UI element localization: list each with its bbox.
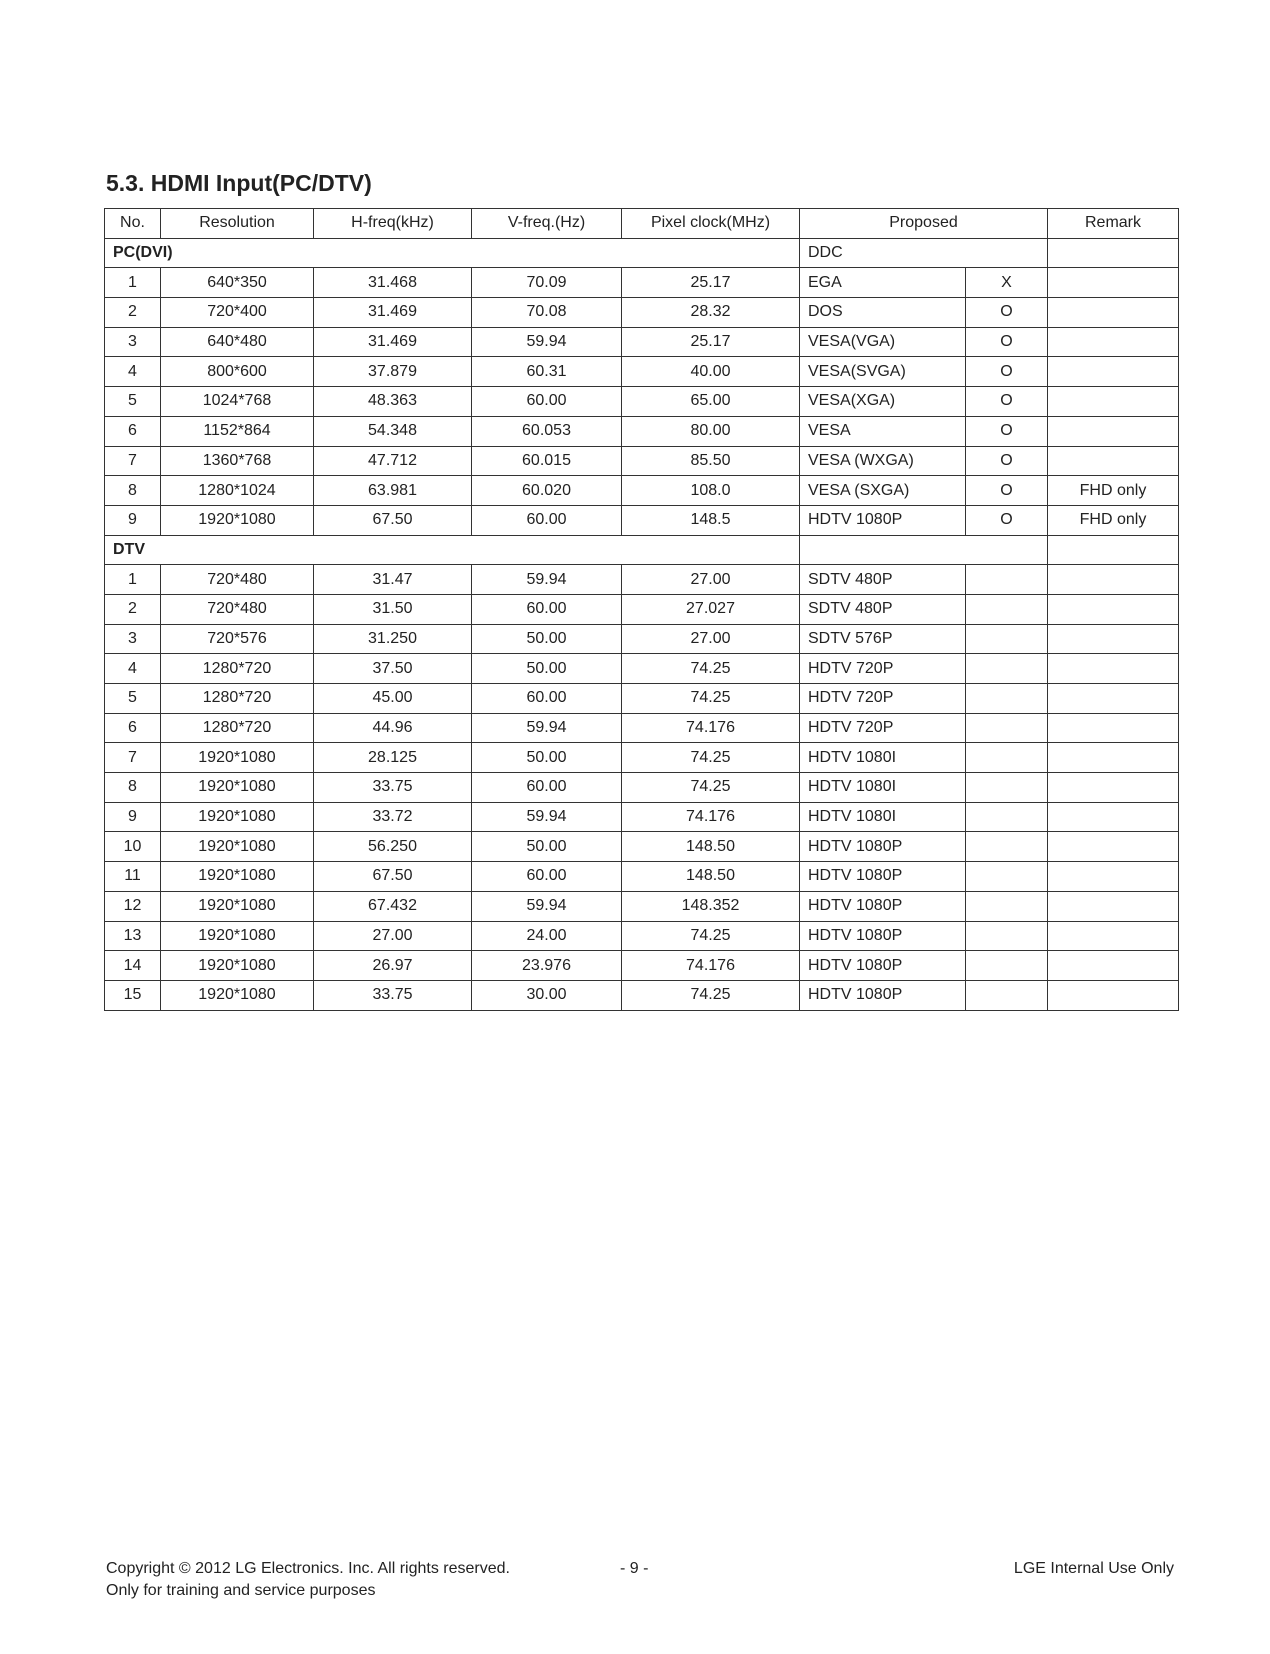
table-row [105,624,1179,654]
cell-hfreq: 63.981 [314,476,472,506]
cell-no: 2 [105,298,161,328]
cell-hfreq: 33.72 [314,802,472,832]
table-row [105,743,1179,773]
cell-standard: HDTV 1080P [800,980,966,1010]
cell-remark [1048,773,1179,803]
footer-purpose: Only for training and service purposes [106,1582,376,1599]
cell-resolution: 1152*864 [161,416,314,446]
cell-hfreq: 67.50 [314,505,472,535]
section-remark [1048,238,1179,268]
cell-standard: HDTV 1080P [800,951,966,981]
cell-vfreq: 24.00 [472,921,622,951]
table-row [105,980,1179,1010]
cell-hfreq: 44.96 [314,713,472,743]
cell-ddc [966,684,1048,714]
cell-remark [1048,980,1179,1010]
cell-hfreq: 31.250 [314,624,472,654]
cell-pixel-clock: 25.17 [622,268,800,298]
cell-resolution: 1920*1080 [161,773,314,803]
cell-hfreq: 33.75 [314,980,472,1010]
table-row [105,357,1179,387]
header-pixel-clock: Pixel clock(MHz) [622,209,800,239]
cell-vfreq: 70.09 [472,268,622,298]
cell-hfreq: 31.47 [314,565,472,595]
cell-no: 7 [105,446,161,476]
cell-remark: FHD only [1048,476,1179,506]
table-row [105,476,1179,506]
cell-standard: VESA(XGA) [800,387,966,417]
cell-remark [1048,654,1179,684]
cell-ddc: O [966,416,1048,446]
cell-no: 1 [105,268,161,298]
cell-remark [1048,743,1179,773]
cell-vfreq: 60.00 [472,594,622,624]
cell-standard: HDTV 1080P [800,505,966,535]
cell-no: 2 [105,594,161,624]
cell-resolution: 1280*1024 [161,476,314,506]
cell-resolution: 1920*1080 [161,505,314,535]
cell-resolution: 800*600 [161,357,314,387]
cell-hfreq: 54.348 [314,416,472,446]
cell-remark [1048,862,1179,892]
cell-pixel-clock: 74.176 [622,951,800,981]
cell-no: 9 [105,505,161,535]
cell-resolution: 1920*1080 [161,862,314,892]
cell-standard: VESA [800,416,966,446]
cell-pixel-clock: 85.50 [622,446,800,476]
cell-hfreq: 28.125 [314,743,472,773]
cell-vfreq: 50.00 [472,832,622,862]
cell-pixel-clock: 148.5 [622,505,800,535]
cell-vfreq: 59.94 [472,802,622,832]
header-remark: Remark [1048,209,1179,239]
section-label: PC(DVI) [105,238,800,268]
cell-hfreq: 31.469 [314,298,472,328]
cell-resolution: 1280*720 [161,713,314,743]
cell-remark [1048,565,1179,595]
table-row [105,773,1179,803]
cell-vfreq: 50.00 [472,743,622,773]
cell-resolution: 1920*1080 [161,951,314,981]
cell-no: 14 [105,951,161,981]
cell-ddc [966,891,1048,921]
cell-ddc [966,832,1048,862]
cell-standard: HDTV 720P [800,654,966,684]
cell-no: 8 [105,476,161,506]
cell-pixel-clock: 74.25 [622,773,800,803]
header-no: No. [105,209,161,239]
cell-standard: HDTV 1080I [800,802,966,832]
cell-pixel-clock: 148.352 [622,891,800,921]
cell-resolution: 1920*1080 [161,891,314,921]
page-number: - 9 - [620,1560,649,1577]
cell-resolution: 1360*768 [161,446,314,476]
cell-ddc [966,594,1048,624]
cell-ddc [966,743,1048,773]
cell-remark [1048,327,1179,357]
cell-standard: HDTV 720P [800,684,966,714]
table-row [105,565,1179,595]
table-row [105,951,1179,981]
cell-vfreq: 59.94 [472,327,622,357]
cell-no: 8 [105,773,161,803]
cell-ddc [966,921,1048,951]
cell-vfreq: 50.00 [472,624,622,654]
cell-resolution: 720*400 [161,298,314,328]
cell-pixel-clock: 27.027 [622,594,800,624]
cell-ddc [966,862,1048,892]
cell-remark [1048,268,1179,298]
table-row [105,802,1179,832]
cell-pixel-clock: 74.25 [622,980,800,1010]
cell-vfreq: 60.00 [472,387,622,417]
cell-no: 7 [105,743,161,773]
cell-standard: EGA [800,268,966,298]
cell-resolution: 720*576 [161,624,314,654]
cell-vfreq: 50.00 [472,654,622,684]
cell-hfreq: 47.712 [314,446,472,476]
cell-vfreq: 23.976 [472,951,622,981]
cell-hfreq: 48.363 [314,387,472,417]
cell-ddc [966,624,1048,654]
section-row [105,238,1179,268]
table-row [105,446,1179,476]
table-row [105,298,1179,328]
cell-no: 13 [105,921,161,951]
cell-hfreq: 31.468 [314,268,472,298]
cell-vfreq: 59.94 [472,713,622,743]
table-row [105,891,1179,921]
cell-vfreq: 60.020 [472,476,622,506]
cell-ddc: O [966,298,1048,328]
cell-remark [1048,387,1179,417]
cell-vfreq: 60.31 [472,357,622,387]
cell-pixel-clock: 148.50 [622,832,800,862]
cell-remark [1048,298,1179,328]
cell-standard: VESA (SXGA) [800,476,966,506]
cell-pixel-clock: 40.00 [622,357,800,387]
cell-no: 12 [105,891,161,921]
cell-standard: HDTV 1080P [800,832,966,862]
cell-remark [1048,921,1179,951]
cell-remark [1048,684,1179,714]
header-hfreq: H-freq(kHz) [314,209,472,239]
cell-standard: HDTV 1080P [800,862,966,892]
cell-ddc [966,802,1048,832]
header-proposed: Proposed [800,209,1048,239]
cell-standard: SDTV 480P [800,565,966,595]
cell-no: 4 [105,357,161,387]
cell-vfreq: 30.00 [472,980,622,1010]
cell-vfreq: 59.94 [472,565,622,595]
cell-pixel-clock: 148.50 [622,862,800,892]
cell-remark [1048,713,1179,743]
table-row [105,268,1179,298]
cell-hfreq: 33.75 [314,773,472,803]
cell-standard: VESA(VGA) [800,327,966,357]
cell-remark [1048,951,1179,981]
cell-resolution: 1024*768 [161,387,314,417]
cell-standard: HDTV 1080P [800,891,966,921]
header-row [105,209,1179,239]
cell-hfreq: 27.00 [314,921,472,951]
cell-pixel-clock: 108.0 [622,476,800,506]
cell-standard: HDTV 1080P [800,921,966,951]
cell-resolution: 1920*1080 [161,743,314,773]
cell-standard: VESA (WXGA) [800,446,966,476]
table-row [105,387,1179,417]
cell-remark [1048,802,1179,832]
cell-pixel-clock: 74.176 [622,713,800,743]
cell-vfreq: 70.08 [472,298,622,328]
cell-no: 15 [105,980,161,1010]
header-vfreq: V-freq.(Hz) [472,209,622,239]
cell-standard: SDTV 576P [800,624,966,654]
cell-no: 10 [105,832,161,862]
cell-pixel-clock: 27.00 [622,565,800,595]
table-row [105,654,1179,684]
section-remark [1048,535,1179,565]
cell-pixel-clock: 74.25 [622,684,800,714]
cell-remark [1048,416,1179,446]
cell-hfreq: 31.50 [314,594,472,624]
cell-no: 9 [105,802,161,832]
cell-hfreq: 37.879 [314,357,472,387]
cell-remark [1048,832,1179,862]
cell-vfreq: 60.00 [472,684,622,714]
cell-no: 3 [105,624,161,654]
cell-standard: HDTV 1080I [800,743,966,773]
section-row [105,535,1179,565]
cell-resolution: 1920*1080 [161,921,314,951]
table-row [105,921,1179,951]
cell-remark: FHD only [1048,505,1179,535]
section-title: 5.3. HDMI Input(PC/DTV) [106,170,372,196]
cell-ddc: O [966,387,1048,417]
cell-pixel-clock: 74.176 [622,802,800,832]
table-row [105,594,1179,624]
section-proposed-label [800,535,1048,565]
table-row [105,416,1179,446]
cell-resolution: 1280*720 [161,684,314,714]
cell-vfreq: 59.94 [472,891,622,921]
cell-pixel-clock: 28.32 [622,298,800,328]
hdmi-timing-table [104,208,1179,1011]
cell-ddc [966,773,1048,803]
cell-ddc [966,654,1048,684]
cell-pixel-clock: 65.00 [622,387,800,417]
section-label: DTV [105,535,800,565]
table-row [105,505,1179,535]
cell-hfreq: 56.250 [314,832,472,862]
cell-ddc [966,565,1048,595]
cell-vfreq: 60.053 [472,416,622,446]
cell-hfreq: 67.50 [314,862,472,892]
table-row [105,713,1179,743]
table-row [105,832,1179,862]
cell-resolution: 640*350 [161,268,314,298]
cell-remark [1048,357,1179,387]
cell-hfreq: 31.469 [314,327,472,357]
cell-vfreq: 60.00 [472,773,622,803]
cell-remark [1048,446,1179,476]
cell-pixel-clock: 25.17 [622,327,800,357]
cell-standard: HDTV 720P [800,713,966,743]
cell-resolution: 1280*720 [161,654,314,684]
cell-hfreq: 45.00 [314,684,472,714]
cell-no: 6 [105,713,161,743]
cell-pixel-clock: 74.25 [622,654,800,684]
cell-resolution: 720*480 [161,594,314,624]
header-resolution: Resolution [161,209,314,239]
cell-hfreq: 26.97 [314,951,472,981]
cell-hfreq: 37.50 [314,654,472,684]
footer-copyright: Copyright © 2012 LG Electronics. Inc. All rights reserved. [106,1560,510,1577]
cell-pixel-clock: 80.00 [622,416,800,446]
cell-hfreq: 67.432 [314,891,472,921]
cell-no: 5 [105,684,161,714]
cell-ddc: O [966,505,1048,535]
cell-ddc [966,980,1048,1010]
cell-no: 3 [105,327,161,357]
cell-vfreq: 60.00 [472,505,622,535]
cell-standard: VESA(SVGA) [800,357,966,387]
cell-no: 6 [105,416,161,446]
cell-remark [1048,891,1179,921]
cell-resolution: 1920*1080 [161,832,314,862]
cell-pixel-clock: 74.25 [622,921,800,951]
cell-vfreq: 60.00 [472,862,622,892]
table-row [105,862,1179,892]
cell-ddc [966,951,1048,981]
table-row [105,327,1179,357]
cell-no: 11 [105,862,161,892]
cell-resolution: 720*480 [161,565,314,595]
cell-pixel-clock: 74.25 [622,743,800,773]
cell-ddc: X [966,268,1048,298]
cell-no: 1 [105,565,161,595]
cell-ddc: O [966,327,1048,357]
cell-standard: DOS [800,298,966,328]
cell-resolution: 1920*1080 [161,802,314,832]
cell-vfreq: 60.015 [472,446,622,476]
cell-no: 5 [105,387,161,417]
cell-ddc: O [966,476,1048,506]
cell-standard: HDTV 1080I [800,773,966,803]
cell-standard: SDTV 480P [800,594,966,624]
cell-ddc: O [966,446,1048,476]
cell-remark [1048,594,1179,624]
cell-remark [1048,624,1179,654]
cell-resolution: 1920*1080 [161,980,314,1010]
footer-classification: LGE Internal Use Only [1013,1560,1174,1577]
cell-ddc [966,713,1048,743]
section-proposed-label: DDC [800,238,1048,268]
table-row [105,684,1179,714]
cell-pixel-clock: 27.00 [622,624,800,654]
cell-ddc: O [966,357,1048,387]
cell-resolution: 640*480 [161,327,314,357]
cell-no: 4 [105,654,161,684]
